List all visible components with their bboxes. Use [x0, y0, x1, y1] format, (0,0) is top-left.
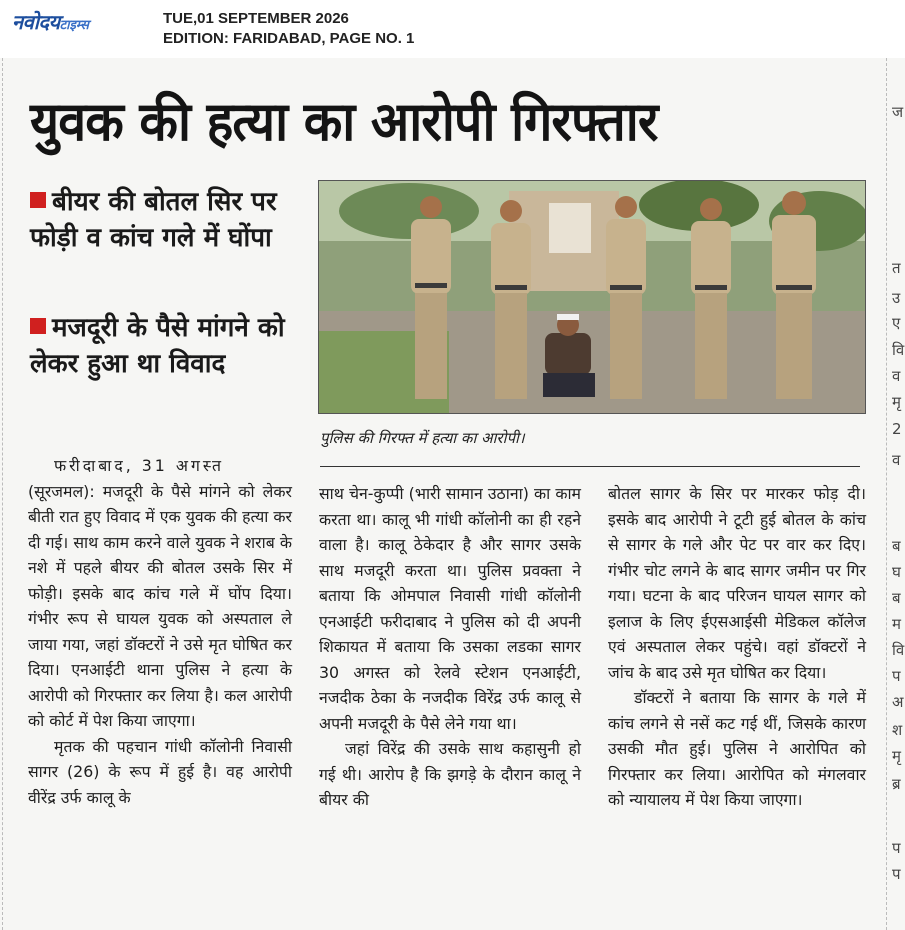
adjacent-page-fragment: प	[892, 667, 901, 685]
adjacent-page-fragment: प	[892, 839, 901, 857]
paragraph: (सूरजमल): मजदूरी के पैसे मांगने को लेकर बीती रात हुए विवाद में एक युवक की हत्या कर दी गई। साथ काम करने वाले युवक ने शराब के नशे में पहले बीयर की बोतल उसके सिर में फोड़ी। इसके बाद कांच गले में घोंप दिया। गंभीर रूप से घायल युवक को अस्पताल ले जाया गया, जहां डॉक्टरों ने उसे मृत घोषित कर दिया। एनआईटी थाना पुलिस ने हत्या के आरोपी को गिरफ्तार कर लिया है। कल आरोपी को कोर्ट में पेश किया जाएगा।	[28, 481, 292, 730]
paragraph: साथ चेन-कुप्पी (भारी सामान उठाना) का काम करता था। कालू भी गांधी कॉलोनी का ही रहने वाला है। कालू ठेकेदार है और सागर उसके साथ मजदूरी करता था। पुलिस प्रवक्ता ने बताया कि ओमपाल निवासी गांधी कॉलोनी एनआईटी फरीदाबाद ने पुलिस को दी अपनी शिकायत में बताया कि उसका लडका सागर 30 अगस्त को रेलवे स्टेशन एनआईटी, नजदीक ठेका के नजदीक विरेंद्र उर्फ कालू से अपनी मजदूरी के पैसे लेने गया था।	[319, 484, 581, 733]
adjacent-page-fragment: म	[892, 615, 901, 633]
adjacent-page-fragment: त	[892, 259, 901, 277]
adjacent-page-fragment: ब	[892, 537, 901, 555]
adjacent-page-fragment: ए	[892, 314, 901, 332]
article-column-1	[28, 453, 292, 810]
edition-info	[163, 9, 414, 49]
edition-page: EDITION: FARIDABAD, PAGE NO. 1	[163, 30, 415, 47]
adjacent-page-edge	[888, 58, 905, 930]
subhead-2	[30, 310, 300, 382]
caption-rule	[320, 466, 860, 467]
news-photo	[318, 180, 866, 414]
adjacent-page-fragment: ज	[892, 103, 904, 121]
article-column-2	[319, 481, 581, 813]
adjacent-page-fragment: ब्र	[892, 775, 901, 793]
article-column-3	[608, 481, 866, 813]
newspaper-logo[interactable]	[12, 8, 89, 35]
adjacent-page-fragment: वि	[892, 641, 905, 659]
adjacent-page-fragment: अ	[892, 693, 904, 711]
adjacent-page-fragment: ब	[892, 589, 901, 607]
red-bullet-icon	[30, 192, 46, 208]
adjacent-page-fragment: श	[892, 721, 903, 739]
article-headline: युवक की हत्या का आरोपी गिरफ्तार	[30, 90, 658, 153]
adjacent-page-fragment: प	[892, 865, 901, 883]
paragraph: मृतक की पहचान गांधी कॉलोनी निवासी सागर (26) के रूप में हुई है। वह आरोपी वीरेंद्र उर्फ कालू के	[28, 736, 292, 807]
adjacent-page-fragment: घ	[892, 563, 901, 581]
dateline-text: फरीदाबाद, 31 अगस्त	[54, 456, 224, 475]
photo-caption: पुलिस की गिरफ्त में हत्या का आरोपी।	[320, 429, 525, 447]
subhead-2-text: मजदूरी के पैसे मांगने को लेकर हुआ था विवाद	[30, 313, 285, 379]
dateline	[28, 453, 292, 479]
issue-date: TUE,01 SEPTEMBER 2026	[163, 10, 349, 27]
adjacent-page-fragment: मृ	[892, 747, 901, 765]
newspaper-page	[0, 58, 905, 930]
adjacent-page-fragment: व	[892, 367, 901, 385]
paragraph: डॉक्टरों ने बताया कि सागर के गले में कांच लगने से नसें कट गई थीं, जिसके कारण उसकी मौत हुई। पुलिस ने आरोपित को गिरफ्तार कर लिया। आरोपित को मंगलवार को न्यायालय में पेश किया जाएगा।	[608, 688, 866, 809]
adjacent-page-fragment: उ	[892, 289, 901, 307]
adjacent-page-fragment: व	[892, 451, 901, 469]
subhead-1	[30, 184, 300, 256]
page-fold-left	[2, 58, 4, 930]
masthead-bar	[0, 0, 905, 59]
logo-sub-text: टाइम्स	[59, 18, 89, 33]
red-bullet-icon	[30, 318, 46, 334]
adjacent-page-fragment: 2	[892, 420, 902, 438]
paragraph: जहां विरेंद्र की उसके साथ कहासुनी हो गई थी। आरोप है कि झगड़े के दौरान कालू ने बीयर की	[319, 739, 581, 809]
logo-main-text: नवोदय	[12, 10, 60, 34]
subhead-1-text: बीयर की बोतल सिर पर फोड़ी व कांच गले में घोंपा	[30, 187, 277, 253]
adjacent-page-fragment: मृ	[892, 393, 901, 411]
adjacent-page-fragment: वि	[892, 341, 905, 359]
paragraph: बोतल सागर के सिर पर मारकर फोड़ दी। इसके बाद आरोपी ने टूटी हुई बोतल के कांच से सागर के गले और पेट पर वार कर दिए। गंभीर चोट लगने के बाद सागर जमीन पर गिर गया। घटना के बाद परिजन घायल सागर को इलाज के लिए ईएसआईसी मेडिकल कॉलेज एवं अस्पताल लेकर पहुंचे। वहां डॉक्टरों ने जांच के बाद उसे मृत घोषित कर दिया।	[608, 484, 866, 682]
